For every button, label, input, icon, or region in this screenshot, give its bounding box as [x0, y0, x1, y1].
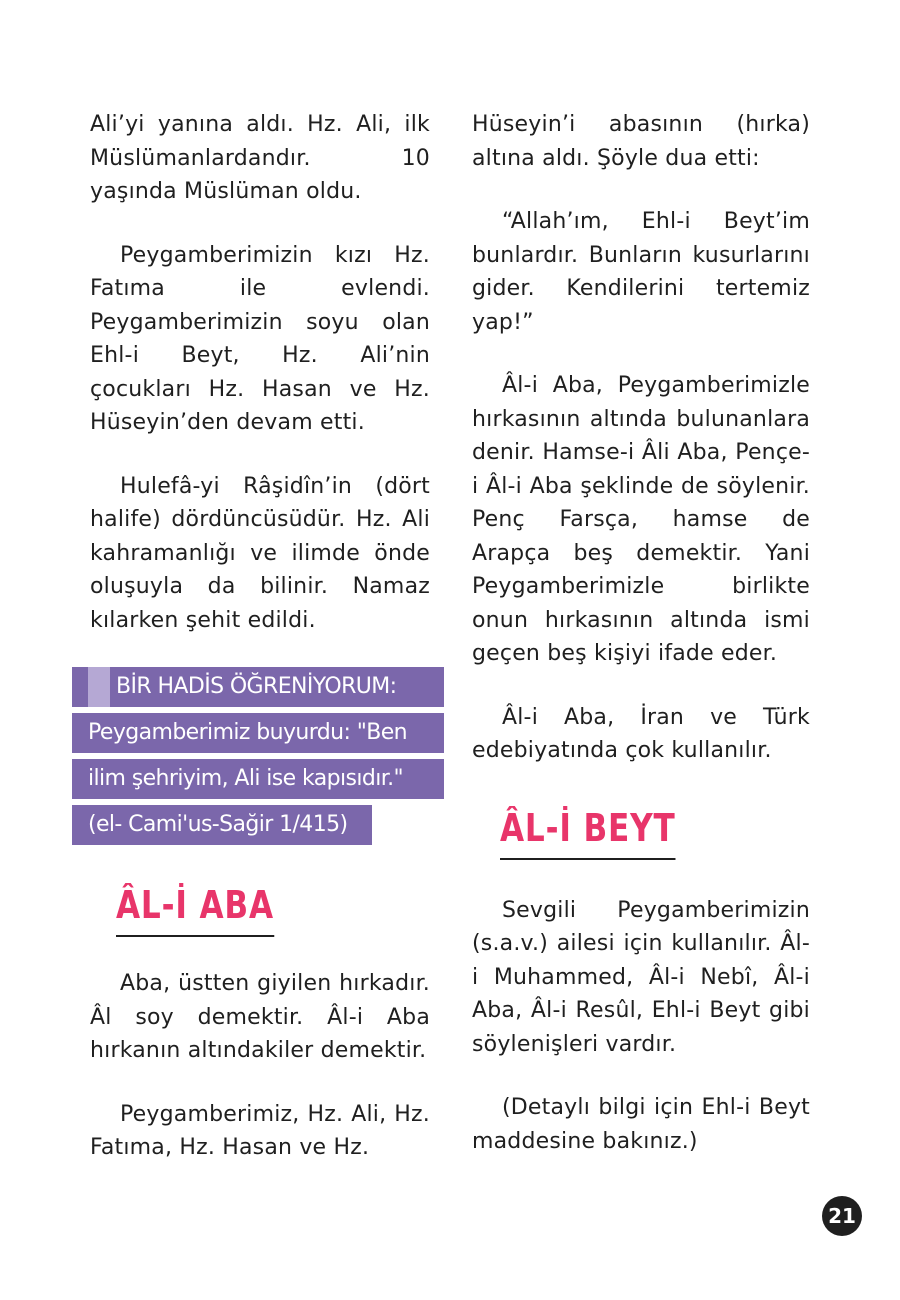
right-paragraph-3: Âl-i Aba, Peygamberimizle hırkasının altında bulunanlara denir. Hamse-i Âli Aba, Pençe-i Âl-i Aba şeklinde de söylenir. Penç Farsça, hamse de Arapça beş demektir. Yani Peygamberimizle birlikte onun hırkasının altında ismi geçen beş kişiyi ifade eder. — [472, 373, 810, 666]
hadis-title: BİR HADİS ÖĞRENİYORUM: — [72, 667, 444, 707]
heading-al-i-aba-wrap — [116, 883, 430, 945]
hadis-line-2: Peygamberimiz buyurdu: "Ben — [72, 713, 444, 753]
left-paragraph-5: Peygamberimiz, Hz. Ali, Hz. Fatıma, Hz. Hasan ve Hz. — [90, 1101, 430, 1160]
left-paragraph-2: Peygamberimizin kızı Hz. Fatıma ile evlendi. Peygamberimizin soyu olan Ehl-i Beyt, Hz. Ali’nin çocukları Hz. Hasan ve Hz. Hüseyin’den devam etti. — [90, 242, 430, 435]
left-column — [90, 108, 430, 1195]
heading-al-i-beyt-wrap — [500, 806, 810, 868]
left-paragraph-1: Ali’yi yanına aldı. Hz. Ali, ilk Müslümanlardandır. 10 yaşında Müslüman oldu. — [90, 112, 430, 204]
left-paragraph-3: Hulefâ-yi Râşidîn’in (dört halife) dördüncüsüdür. Hz. Ali kahramanlığı ve ilimde önde oluşuyla da bilinir. Namaz kılarken şehit edildi. — [90, 473, 430, 633]
right-column — [472, 108, 810, 1188]
right-paragraph-4: Âl-i Aba, İran ve Türk edebiyatında çok kullanılır. — [472, 704, 810, 763]
left-paragraph-4: Aba, üstten giyilen hırkadır. Âl soy demektir. Âl-i Aba hırkanın altındakiler demektir. — [90, 971, 430, 1063]
heading-al-i-beyt: ÂL-İ BEYT — [500, 806, 676, 860]
page-number-badge: 21 — [822, 1196, 862, 1236]
heading-al-i-aba: ÂL-İ ABA — [116, 883, 274, 937]
right-paragraph-5: Sevgili Peygamberimizin (s.a.v.) ailesi için kullanılır. Âl-i Muhammed, Âl-i Nebî, Âl-i Aba, Âl-i Resûl, Ehl-i Beyt gibi söylenişleri vardır. — [472, 897, 810, 1057]
right-paragraph-1: Hüseyin’i abasının (hırka) altına aldı. Şöyle dua etti: — [472, 112, 810, 171]
hadis-source: (el- Cami'us-Sağir 1/415) — [72, 805, 372, 845]
right-paragraph-2: “Allah’ım, Ehl-i Beyt’im bunlardır. Bunların kusurlarını gider. Kendilerini tertemiz yap!” — [472, 209, 810, 335]
hadis-banner — [72, 667, 444, 845]
right-paragraph-6: (Detaylı bilgi için Ehl-i Beyt maddesine bakınız.) — [472, 1095, 810, 1154]
hadis-line-3: ilim şehriyim, Ali ise kapısıdır." — [72, 759, 444, 799]
